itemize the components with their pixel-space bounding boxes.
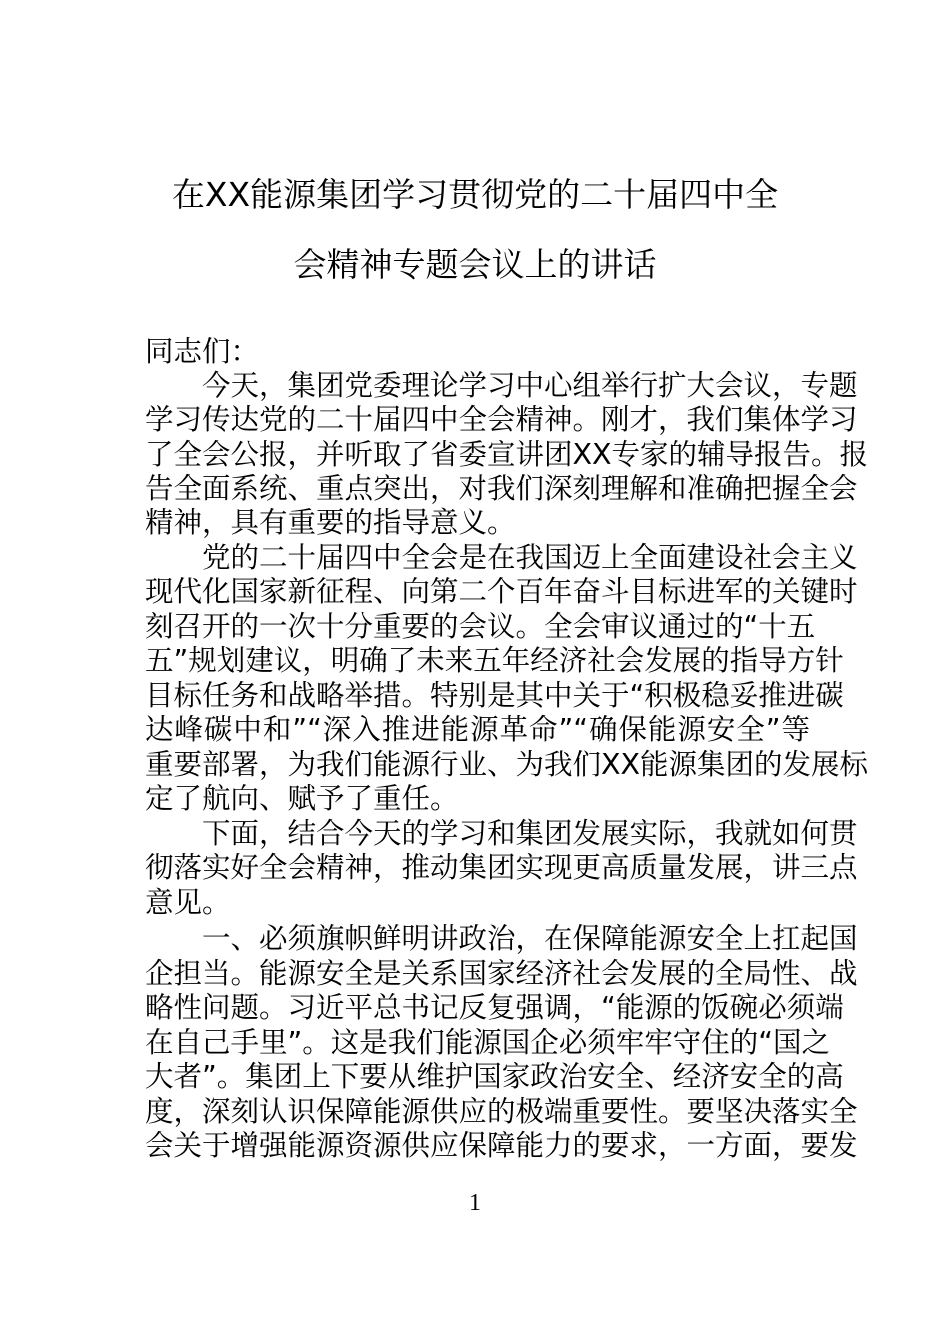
body-line: 告全面系统、重点突出，对我们深刻理解和准确把握全会 — [145, 472, 858, 505]
body-line: 刻召开的一次十分重要的会议。全会审议通过的“十五 — [145, 610, 816, 643]
body-line: 学习传达党的二十届四中全会精神。刚才，我们集体学习 — [145, 403, 858, 436]
body-line: 彻落实好全会精神，推动集团实现更高质量发展，讲三点 — [145, 851, 858, 884]
body-line: 目标任务和战略举措。特别是其中关于“积极稳妥推进碳 — [145, 679, 844, 712]
body-line: 党的二十届四中全会是在我国迈上全面建设社会主义 — [145, 541, 858, 574]
body-line: 今天，集团党委理论学习中心组举行扩大会议，专题 — [145, 369, 858, 402]
body-line: 定了航向、赋予了重任。 — [145, 782, 459, 815]
body-line: 重要部署，为我们能源行业、为我们XX能源集团的发展标 — [145, 748, 869, 781]
body-line: 度，深刻认识保障能源供应的极端重要性。要坚决落实全 — [145, 1095, 858, 1128]
body-line: 略性问题。习近平总书记反复强调，“能源的饭碗必须端 — [145, 991, 844, 1024]
document-title-line-2: 会精神专题会议上的讲话 — [293, 245, 657, 284]
body-line: 在自己手里”。这是我们能源国企必须牢牢守住的“国之 — [145, 1026, 831, 1059]
body-line: 下面，结合今天的学习和集团发展实际，我就如何贯 — [145, 817, 858, 850]
body-line: 意见。 — [145, 886, 231, 919]
body-line: 会关于增强能源资源供应保障能力的要求，一方面，要发 — [145, 1129, 858, 1162]
body-line: 五”规划建议，明确了未来五年经济社会发展的指导方针 — [145, 644, 844, 677]
body-line: 了全会公报，并听取了省委宣讲团XX专家的辅导报告。报 — [145, 438, 869, 471]
body-line: 精神，具有重要的指导意义。 — [145, 506, 516, 539]
document-title-line-1: 在XX能源集团学习贯彻党的二十届四中全 — [171, 175, 779, 214]
salutation: 同志们： — [145, 335, 260, 368]
body-line: 现代化国家新征程、向第二个百年奋斗目标进军的关键时 — [145, 575, 858, 608]
body-line: 达峰碳中和”“深入推进能源革命”“确保能源安全”等 — [145, 713, 810, 746]
page-number: 1 — [469, 1190, 481, 1216]
body-line: 企担当。能源安全是关系国家经济社会发展的全局性、战 — [145, 957, 858, 990]
body-line: 大者”。集团上下要从维护国家政治安全、经济安全的高 — [145, 1060, 844, 1093]
body-line: 一、必须旗帜鲜明讲政治，在保障能源安全上扛起国 — [145, 922, 858, 955]
